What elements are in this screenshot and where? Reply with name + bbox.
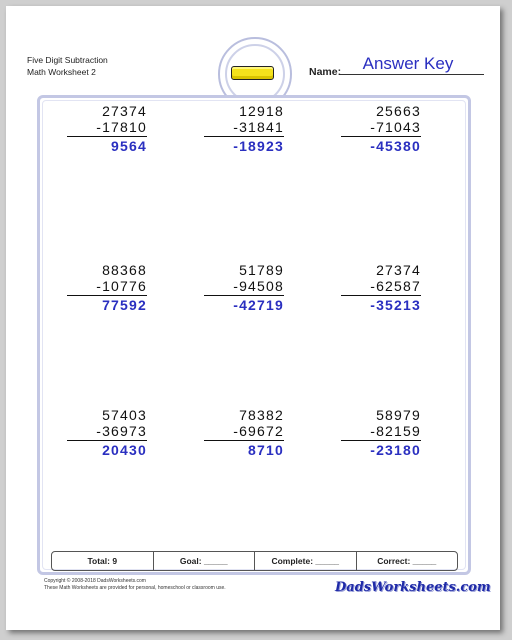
problem-rule	[341, 295, 421, 296]
problem-answer: -42719	[233, 297, 284, 313]
problem-bottom: -17810	[96, 119, 147, 135]
problem-rule	[67, 440, 147, 441]
problem-8	[204, 407, 284, 458]
problem-5	[204, 262, 284, 313]
problem-answer: -35213	[370, 297, 421, 313]
problem-top: 58979	[376, 407, 421, 423]
problem-bottom: -31841	[233, 119, 284, 135]
problem-rule	[67, 295, 147, 296]
title-line-1: Five Digit Subtraction	[27, 55, 108, 65]
problem-top: 51789	[239, 262, 284, 278]
total-cell: Total: 9	[87, 556, 118, 566]
problem-top: 78382	[239, 407, 284, 423]
problem-bottom: -94508	[233, 278, 284, 294]
problem-rule	[67, 136, 147, 137]
problem-bottom: -10776	[96, 278, 147, 294]
score-box	[51, 551, 458, 571]
title-line-2: Math Worksheet 2	[27, 67, 96, 77]
problem-top: 12918	[239, 103, 284, 119]
problem-9	[341, 407, 421, 458]
name-label: Name:	[309, 66, 342, 78]
dadsworksheets-logo: DadsWorksheets.com	[335, 580, 491, 595]
name-line	[340, 74, 484, 75]
problem-answer: 9564	[111, 138, 147, 154]
problem-answer: -45380	[370, 138, 421, 154]
goal-cell: Goal: _____	[153, 552, 255, 570]
problem-top: 27374	[102, 103, 147, 119]
problem-top: 25663	[376, 103, 421, 119]
pencil-eraser-icon	[231, 66, 274, 80]
problem-7	[67, 407, 147, 458]
problem-rule	[204, 295, 284, 296]
worksheet-title	[27, 54, 108, 78]
problem-bottom: -71043	[370, 119, 421, 135]
problem-bottom: -62587	[370, 278, 421, 294]
problem-rule	[341, 136, 421, 137]
problem-top: 57403	[102, 407, 147, 423]
problem-answer: -18923	[233, 138, 284, 154]
problem-4	[67, 262, 147, 313]
problem-bottom: -36973	[96, 423, 147, 439]
problem-bottom: -69672	[233, 423, 284, 439]
problems-panel-inner	[42, 100, 466, 570]
correct-cell: Correct: _____	[356, 552, 458, 570]
copyright-line-2: These Math Worksheets are provided for personal, homeschool or classroom use.	[44, 584, 226, 591]
problem-6	[341, 262, 421, 313]
problem-answer: -23180	[370, 442, 421, 458]
problem-bottom: -82159	[370, 423, 421, 439]
answer-key-text: Answer Key	[362, 54, 454, 73]
copyright-line-1: Copyright © 2008-2018 DadsWorksheets.com	[44, 578, 146, 584]
complete-cell: Complete: _____	[254, 552, 356, 570]
copyright-notice	[44, 578, 226, 591]
problem-top: 88368	[102, 262, 147, 278]
problem-1	[67, 103, 147, 154]
problem-answer: 77592	[102, 297, 147, 313]
problems-panel	[37, 95, 471, 575]
problem-answer: 20430	[102, 442, 147, 458]
problem-rule	[341, 440, 421, 441]
problem-answer: 8710	[248, 442, 284, 458]
problem-rule	[204, 440, 284, 441]
problem-rule	[204, 136, 284, 137]
problem-top: 27374	[376, 262, 421, 278]
problem-2	[204, 103, 284, 154]
problem-3	[341, 103, 421, 154]
